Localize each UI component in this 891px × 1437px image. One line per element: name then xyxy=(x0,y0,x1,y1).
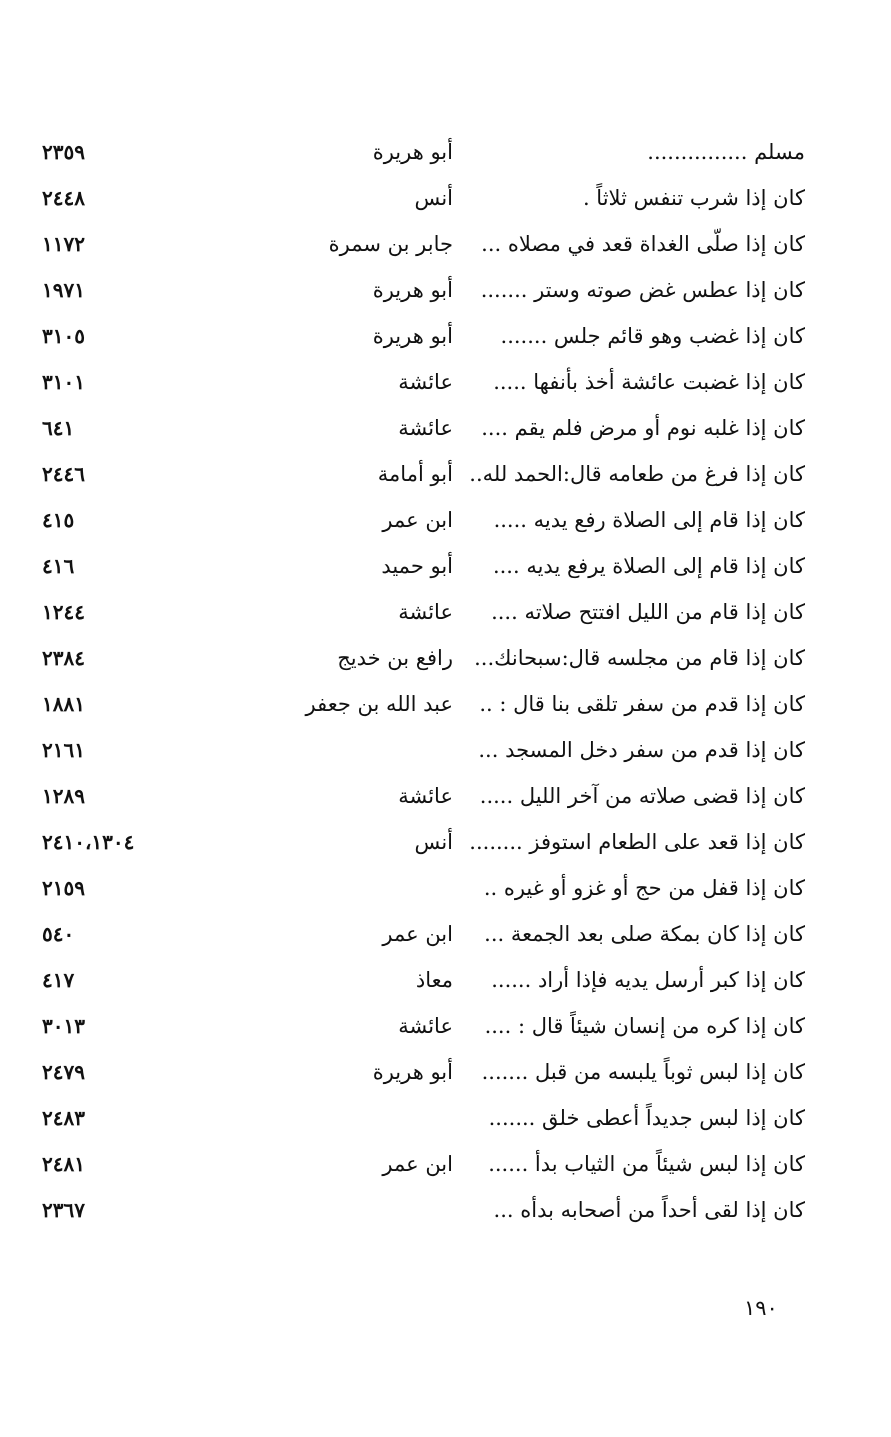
index-entry xyxy=(0,405,891,451)
entry-hadith-number: ٢٣٦٧ xyxy=(42,1198,85,1222)
entry-narrator: عائشة xyxy=(398,416,453,440)
index-entry xyxy=(0,819,891,865)
entry-hadith-number: ٢١٥٩ xyxy=(42,876,85,900)
entry-hadith-number: ٢٣٥٩ xyxy=(42,140,85,164)
entry-hadith-number: ٢٤١٠،١٣٠٤ xyxy=(42,830,135,854)
entry-narrator: ابن عمر xyxy=(382,1152,453,1176)
entry-title: كان إذا قام إلى الصلاة يرفع يديه .... xyxy=(492,554,805,578)
entry-hadith-number: ٢٤٧٩ xyxy=(42,1060,85,1084)
entry-hadith-number: ١٢٤٤ xyxy=(42,600,85,624)
entry-title: كان إذا لقى أحداً من أصحابه بدأه ... xyxy=(493,1198,805,1222)
entry-title: كان إذا غضب وهو قائم جلس ....... xyxy=(500,324,805,348)
entry-title: كان إذا غلبه نوم أو مرض فلم يقم .... xyxy=(481,416,805,440)
index-entry xyxy=(0,1141,891,1187)
entry-narrator: عبد الله بن جعفر xyxy=(305,692,453,716)
entry-title: كان إذا شرب تنفس ثلاثاً . xyxy=(582,186,805,210)
entry-hadith-number: ٤١٥ xyxy=(42,508,75,532)
entry-hadith-number: ٥٤٠ xyxy=(42,922,75,946)
index-entry xyxy=(0,773,891,819)
entry-narrator: رافع بن خديج xyxy=(337,646,453,670)
index-entry xyxy=(0,175,891,221)
index-entry xyxy=(0,681,891,727)
entry-title: كان إذا كبر أرسل يديه فإذا أراد ...... xyxy=(491,968,805,992)
entry-hadith-number: ٣١٠١ xyxy=(42,370,85,394)
index-entry xyxy=(0,635,891,681)
entry-hadith-number: ٢٤٤٦ xyxy=(42,462,85,486)
index-entry xyxy=(0,1095,891,1141)
index-entry xyxy=(0,1049,891,1095)
entry-narrator: جابر بن سمرة xyxy=(328,232,453,256)
entry-title: كان إذا فرغ من طعامه قال:الحمد لله.. xyxy=(469,462,805,486)
entry-narrator: أنس xyxy=(414,830,453,854)
index-entry xyxy=(0,359,891,405)
entry-hadith-number: ٤١٧ xyxy=(42,968,75,992)
index-entry xyxy=(0,589,891,635)
page-number: ١٩٠ xyxy=(744,1296,778,1320)
entry-hadith-number: ٤١٦ xyxy=(42,554,75,578)
entry-narrator: عائشة xyxy=(398,784,453,808)
entry-narrator: أبو هريرة xyxy=(372,1060,453,1084)
index-entry xyxy=(0,267,891,313)
entry-hadith-number: ١٨٨١ xyxy=(42,692,85,716)
entry-narrator: أبو هريرة xyxy=(372,140,453,164)
entry-hadith-number: ٣٠١٣ xyxy=(42,1014,85,1038)
entry-narrator: أنس xyxy=(414,186,453,210)
entry-hadith-number: ٣١٠٥ xyxy=(42,324,85,348)
entry-title: كان إذا قام من مجلسه قال:سبحانك... xyxy=(474,646,805,670)
index-entry xyxy=(0,221,891,267)
entry-narrator: ابن عمر xyxy=(382,922,453,946)
index-entry xyxy=(0,865,891,911)
entry-narrator: ابن عمر xyxy=(382,508,453,532)
entry-title: كان إذا قدم من سفر دخل المسجد ... xyxy=(478,738,805,762)
index-entry xyxy=(0,129,891,175)
entry-hadith-number: ٦٤١ xyxy=(42,416,75,440)
entry-title: كان إذا كره من إنسان شيئاً قال : .... xyxy=(484,1014,805,1038)
entry-hadith-number: ٢٤٨٣ xyxy=(42,1106,85,1130)
entry-title: كان إذا قام من الليل افتتح صلاته .... xyxy=(491,600,805,624)
entry-hadith-number: ٢٤٤٨ xyxy=(42,186,85,210)
entry-title: كان إذا قام إلى الصلاة رفع يديه ..... xyxy=(493,508,805,532)
entry-hadith-number: ٢١٦١ xyxy=(42,738,85,762)
entry-narrator: أبو أمامة xyxy=(377,462,453,486)
index-entry xyxy=(0,1187,891,1233)
entry-narrator: أبو هريرة xyxy=(372,278,453,302)
entry-title: كان إذا لبس شيئاً من الثياب بدأ ...... xyxy=(488,1152,805,1176)
hadith-index-list xyxy=(0,129,891,1233)
entry-title: كان إذا قدم من سفر تلقى بنا قال : .. xyxy=(479,692,805,716)
entry-hadith-number: ١١٧٢ xyxy=(42,232,85,256)
entry-narrator: عائشة xyxy=(398,370,453,394)
index-entry xyxy=(0,1003,891,1049)
entry-title: مسلم ............... xyxy=(647,140,805,164)
entry-hadith-number: ١٢٨٩ xyxy=(42,784,85,808)
entry-title: كان إذا كان بمكة صلى بعد الجمعة ... xyxy=(484,922,805,946)
entry-title: كان إذا لبس ثوباً يلبسه من قبل ....... xyxy=(481,1060,805,1084)
entry-hadith-number: ١٩٧١ xyxy=(42,278,85,302)
entry-title: كان إذا لبس جديداً أعطى خلق ....... xyxy=(488,1106,805,1130)
entry-title: كان إذا عطس غض صوته وستر ....... xyxy=(480,278,805,302)
entry-hadith-number: ٢٣٨٤ xyxy=(42,646,85,670)
index-entry xyxy=(0,911,891,957)
entry-title: كان إذا صلّى الغداة قعد في مصلاه ... xyxy=(481,232,805,256)
index-entry xyxy=(0,543,891,589)
index-entry xyxy=(0,957,891,1003)
entry-hadith-number: ٢٤٨١ xyxy=(42,1152,85,1176)
index-entry xyxy=(0,727,891,773)
entry-title: كان إذا قفل من حج أو غزو أو غيره .. xyxy=(483,876,805,900)
index-entry xyxy=(0,497,891,543)
entry-narrator: معاذ xyxy=(415,968,453,992)
entry-narrator: عائشة xyxy=(398,1014,453,1038)
entry-narrator: عائشة xyxy=(398,600,453,624)
entry-title: كان إذا قعد على الطعام استوفز ........ xyxy=(469,830,805,854)
entry-narrator: أبو حميد xyxy=(381,554,453,578)
entry-title: كان إذا غضبت عائشة أخذ بأنفها ..... xyxy=(493,370,805,394)
index-entry xyxy=(0,313,891,359)
entry-narrator: أبو هريرة xyxy=(372,324,453,348)
entry-title: كان إذا قضى صلاته من آخر الليل ..... xyxy=(479,784,805,808)
index-entry xyxy=(0,451,891,497)
